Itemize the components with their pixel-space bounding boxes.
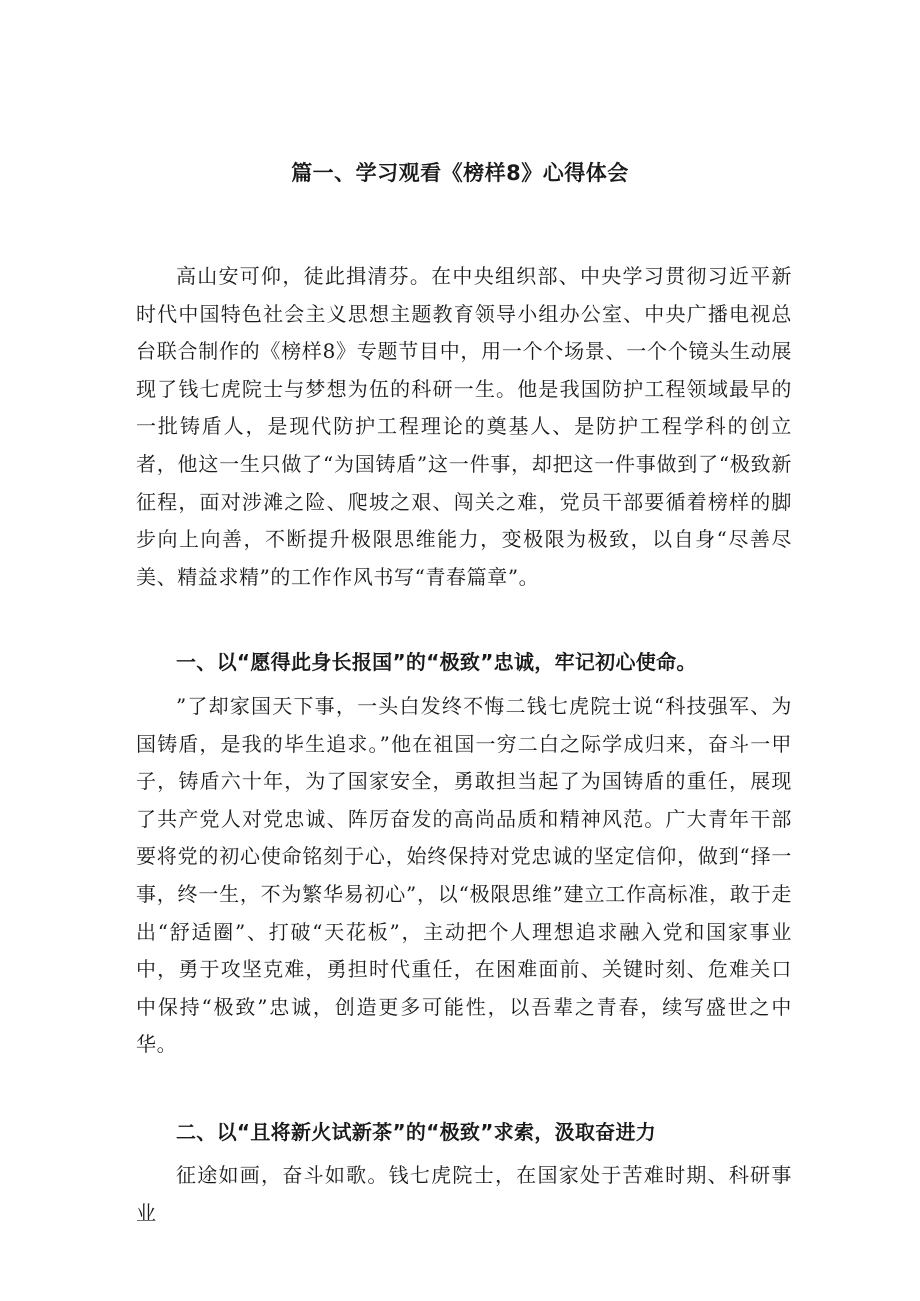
document-title: 篇一、学习观看《榜样8》心得体会: [291, 161, 629, 185]
section-1-heading: 一、以“愿得此身长报国”的“极致”忠诚，牢记初心使命。: [176, 650, 697, 674]
section-1-paragraph: ”了却家国天下事，一头白发终不悔二钱七虎院士说“科技强军、为国铸盾，是我的毕生追求。”他在祖国一穷二白之际学成归来，奋斗一甲子，铸盾六十年，为了国家安全，勇敢担当起了为国铸盾的重任，展现了共产党人对党忠诚、阵厉奋发的高尚品质和精神风范。广大青年干部要将党的初心使命铭刻于心，始终保持对党忠诚的坚定信仰，做到“择一事，终一生，不为繁华易初心”，以“极限思维”建立工作高标准，敢于走出“舒适圈”、打破“天花板”，主动把个人理想追求融入党和国家事业中，勇于攻坚克难，勇担时代重任，在困难面前、关键时刻、危难关口中保持“极致”忠诚，创造更多可能性，以吾辈之青春，续写盛世之中华。: [136, 694, 792, 1057]
section-2-heading: 二、以“且将新火试新茶”的“极致”求索，汲取奋进力: [176, 1120, 657, 1144]
section-2-paragraph: 征途如画，奋斗如歌。钱七虎院士，在国家处于苦难时期、科研事业: [136, 1163, 792, 1225]
intro-paragraph: 高山安可仰，徒此揖清芬。在中央组织部、中央学习贯彻习近平新时代中国特色社会主义思想主题教育领导小组办公室、中央广播电视总台联合制作的《榜样8》专题节目中，用一个个场景、一个个镜头生动展现了钱七虎院士与梦想为伍的科研一生。他是我国防护工程领域最早的一批铸盾人，是现代防护工程理论的奠基人、是防护工程学科的创立者，他这一生只做了“为国铸盾”这一件事，却把这一件事做到了“极致新征程，面对涉滩之险、爬坡之艰、闯关之难，党员干部要循着榜样的脚步向上向善，不断提升极限思维能力，变极限为极致，以自身“尽善尽美、精益求精”的工作作风书写“青春篇章”。: [136, 264, 792, 589]
